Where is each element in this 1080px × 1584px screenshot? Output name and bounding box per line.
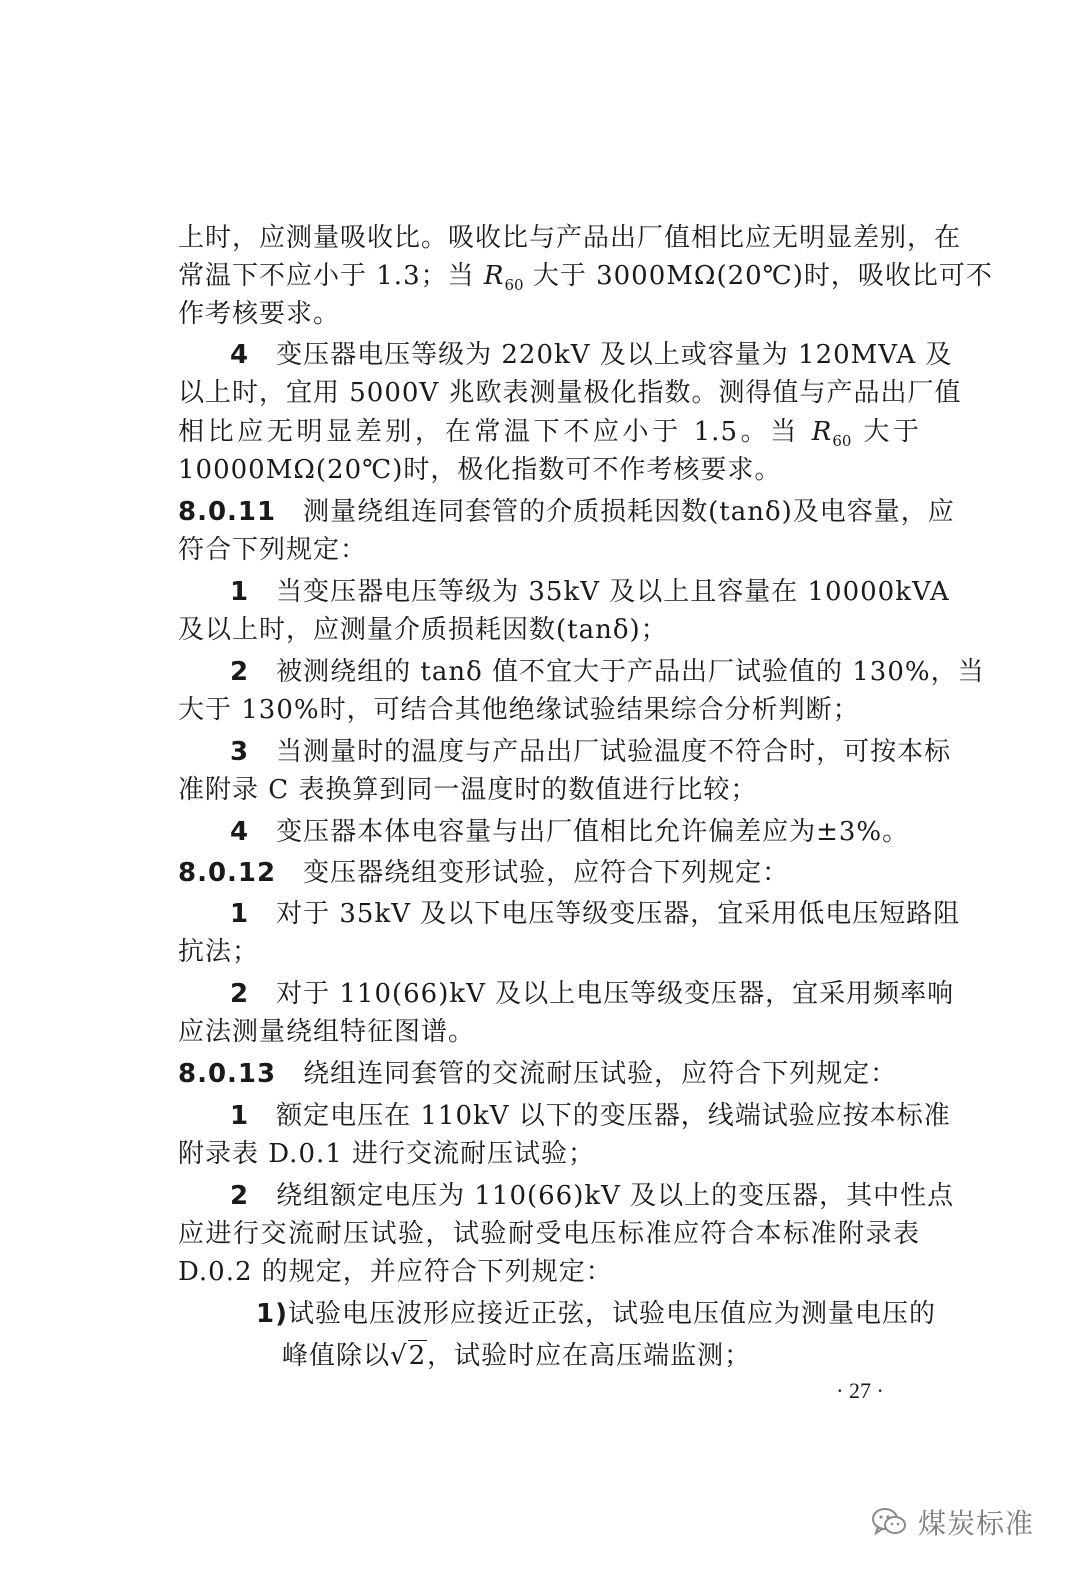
- paragraph-line: 应进行交流耐压试验，试验耐受电压标准应符合本标准附录表: [178, 1219, 920, 1249]
- paragraph-line: 常温下不应小于 1.3；当 $R_{60}$ 大于 3000MΩ(20℃)时，吸收比可不: [178, 261, 993, 294]
- list-item: 3 当测量时的温度与产品出厂试验温度不符合时，可按本标: [230, 737, 952, 767]
- watermark: [870, 1502, 1034, 1542]
- section-heading: 8.0.13 绕组连同套管的交流耐压试验，应符合下列规定：: [178, 1059, 898, 1089]
- paragraph-line: 相比应无明显差别，在常温下不应小于 1.5。当 $R_{60}$ 大于: [178, 417, 920, 450]
- section-heading: 8.0.12 变压器绕组变形试验，应符合下列规定：: [178, 858, 790, 888]
- list-item: 4 变压器电压等级为 220kV 及以上或容量为 120MVA 及: [230, 340, 953, 370]
- list-item: 2 对于 110(66)kV 及以上电压等级变压器，宜采用频率响: [230, 979, 955, 1009]
- paragraph-line: D.0.2 的规定，并应符合下列规定：: [178, 1257, 613, 1287]
- paragraph-line: 峰值除以√2，试验时应在高压端监测；: [282, 1341, 752, 1371]
- paragraph-line: 作考核要求。: [178, 299, 341, 329]
- paragraph-line: 大于 130%时，可结合其他绝缘试验结果综合分析判断；: [178, 695, 860, 725]
- list-item: 4 变压器本体电容量与出厂值相比允许偏差应为±3%。: [230, 817, 910, 847]
- page-number: · 27 ·: [836, 1378, 884, 1403]
- sqrt-symbol: √2: [390, 1341, 427, 1371]
- list-item: 1 当变压器电压等级为 35kV 及以上且容量在 10000kVA: [230, 577, 950, 607]
- sub-list-item: 1)试验电压波形应接近正弦，试验电压值应为测量电压的: [256, 1299, 936, 1329]
- paragraph-line: 符合下列规定：: [178, 535, 368, 565]
- paragraph-line: 准附录 C 表换算到同一温度时的数值进行比较；: [178, 775, 758, 805]
- paragraph-line: 应法测量绕组特征图谱。: [178, 1017, 476, 1047]
- paragraph-line: 10000MΩ(20℃)时，极化指数可不作考核要求。: [178, 455, 782, 485]
- section-heading: 8.0.11 测量绕组连同套管的介质损耗因数(tanδ)及电容量，应: [178, 497, 955, 527]
- paragraph-line: 抗法；: [178, 937, 260, 967]
- watermark-text: 煤炭标准: [917, 1507, 1034, 1540]
- paragraph-line: 及以上时，应测量介质损耗因数(tanδ)；: [178, 615, 668, 645]
- paragraph-line: 附录表 D.0.1 进行交流耐压试验；: [178, 1139, 596, 1169]
- list-item: 1 对于 35kV 及以下电压等级变压器，宜采用低电压短路阻: [230, 899, 961, 929]
- paragraph-line: 上时，应测量吸收比。吸收比与产品出厂值相比应无明显差别，在: [178, 223, 962, 253]
- list-item: 1 额定电压在 110kV 以下的变压器，线端试验应按本标准: [230, 1101, 951, 1131]
- r-subscript: 60: [504, 276, 524, 294]
- wechat-icon: [870, 1506, 908, 1538]
- list-item: 2 绕组额定电压为 110(66)kV 及以上的变压器，其中性点: [230, 1181, 955, 1211]
- list-item: 2 被测绕组的 tanδ 值不宜大于产品出厂试验值的 130%，当: [230, 657, 985, 687]
- r-symbol: R: [483, 261, 505, 291]
- paragraph-line: 以上时，宜用 5000V 兆欧表测量极化指数。测得值与产品出厂值: [178, 378, 962, 408]
